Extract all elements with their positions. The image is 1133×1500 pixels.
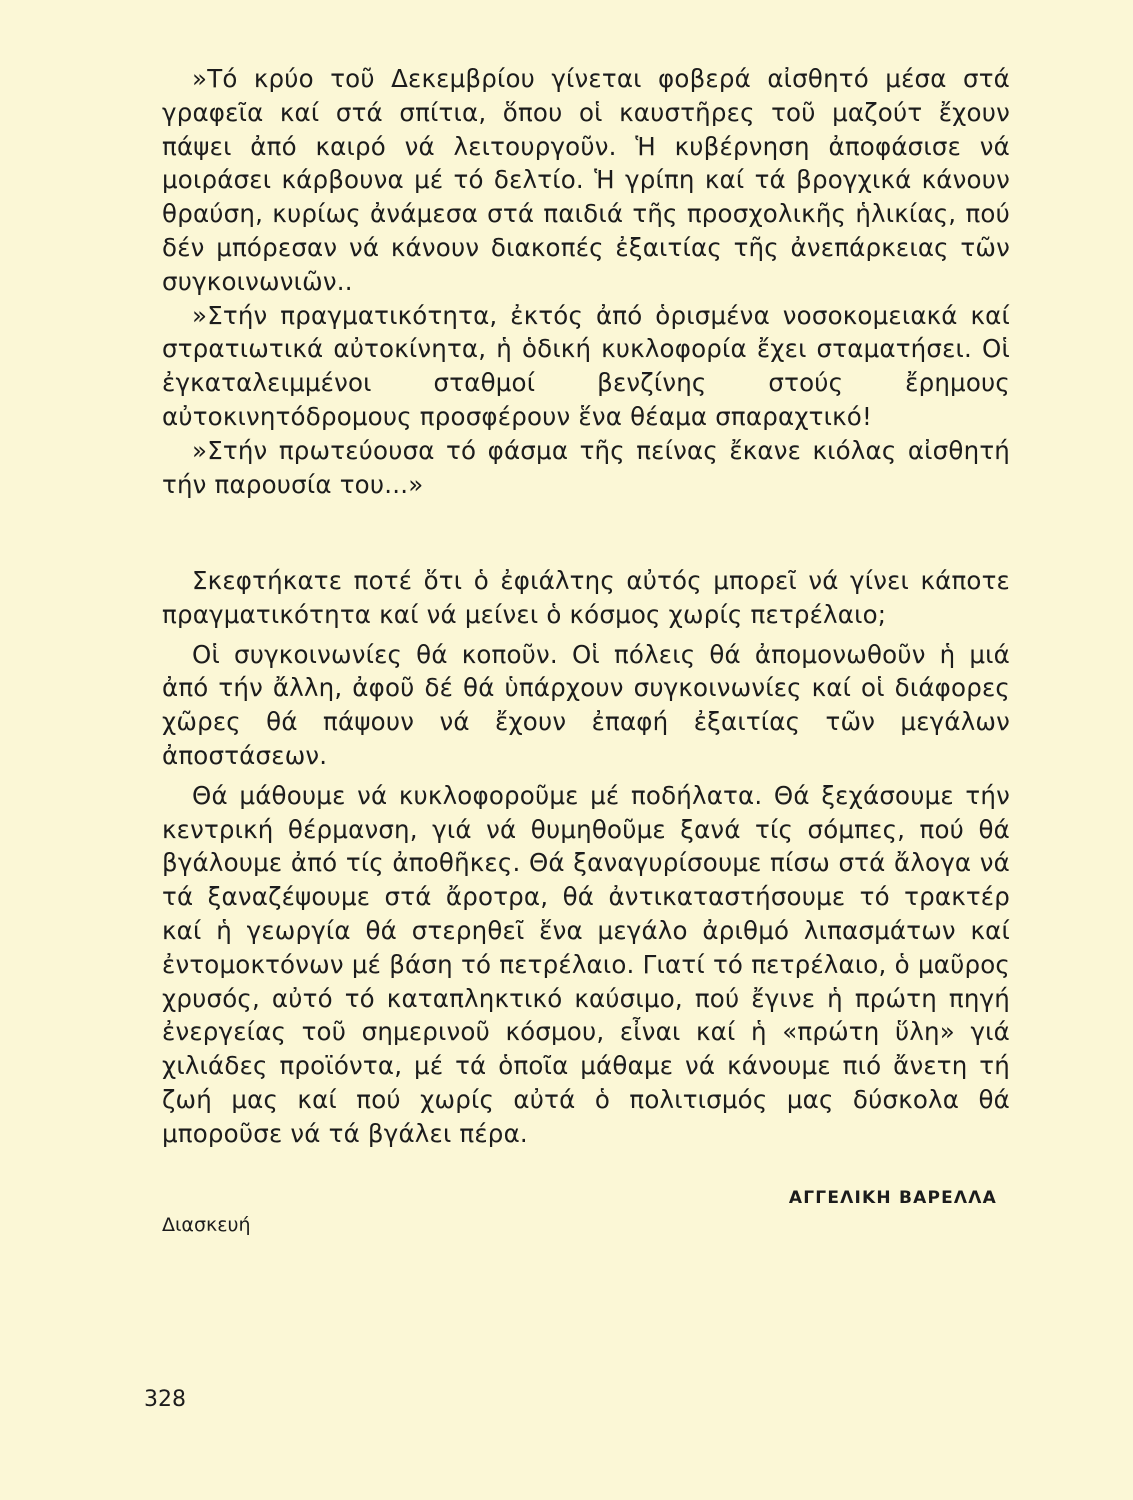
- body-paragraph-1: Σκεφτήκατε ποτέ ὅτι ὁ ἐφιάλτης αὐτός μπορεῖ νά γίνει κάποτε πραγματικότητα καί νά μείνει ὁ κόσμος χωρίς πετρέλαιο;: [162, 566, 1010, 629]
- author-name: ΑΓΓΕΛΙΚΗ ΒΑΡΕΛΛΑ: [788, 1188, 997, 1208]
- body-paragraph-2: Οἱ συγκοινωνίες θά κοποῦν. Οἱ πόλεις θά ἀπομονωθοῦν ἡ μιά ἀπό τήν ἄλλη, ἀφοῦ δέ θά ὑπάρχουν συγκοινωνίες καί οἱ διάφορες χῶρες θά πάψουν νά ἔχουν ἐπαφή ἐξαιτίας τῶν μεγάλων ἀποστάσεων.: [162, 639, 1010, 770]
- quote-paragraph-2: »Στήν πραγματικότητα, ἐκτός ἀπό ὁρισμένα νοσοκομειακά καί στρατιωτικά αὐτοκίνητα, ἡ ὁδική κυκλοφορία ἔχει σταματήσει. Οἱ ἐγκαταλειμμένοι σταθμοί βενζίνης στούς ἔρημους αὐτοκινητόδρομους προσφέρουν ἕνα θέαμα σπαραχτικό!: [162, 300, 1010, 431]
- quoted-passage: [162, 62, 1010, 501]
- quote-paragraph-3: »Στήν πρωτεύουσα τό φάσμα τῆς πείνας ἔκανε κιόλας αἰσθητή τήν παρουσία του...»: [162, 435, 1010, 499]
- body-paragraph-3: Θά μάθουμε νά κυκλοφοροῦμε μέ ποδήλατα. Θά ξεχάσουμε τήν κεντρική θέρμανση, γιά νά θυμηθοῦμε ξανά τίς σόμπες, πού θά βγάλουμε ἀπό τίς ἀποθῆκες. Θά ξαναγυρίσουμε πίσω στά ἄλογα νά τά ξαναζέψουμε στά ἄροτρα, θά ἀντικαταστήσουμε τό τρακτέρ καί ἡ γεωργία θά στερηθεῖ ἕνα μεγάλο ἀριθμό λιπασμάτων καί ἐντομοκτόνων μέ βάση τό πετρέλαιο. Γιατί τό πετρέλαιο, ὁ μαῦρος χρυσός, αὐτό τό καταπληκτικό καύσιμο, πού ἔγινε ἡ πρώτη πηγή ἐνεργείας τοῦ σημερινοῦ κόσμου, εἶναι καί ἡ «πρώτη ὕλη» γιά χιλιάδες προϊόντα, μέ τά ὁποῖα μάθαμε νά κάνουμε πιό ἄνετη τή ζωή μας καί πού χωρίς αὐτά ὁ πολιτισμός μας δύσκολα θά μποροῦσε νά τά βγάλει πέρα.: [162, 780, 1010, 1148]
- quote-paragraph-1: »Τό κρύο τοῦ Δεκεμβρίου γίνεται φοβερά αἰσθητό μέσα στά γραφεῖα καί στά σπίτια, ὅπου οἱ καυστῆρες τοῦ μαζούτ ἔχουν πάψει ἀπό καιρό νά λειτουργοῦν. Ἡ κυβέρνηση ἀποφάσισε νά μοιράσει κάρβουνα μέ τό δελτίο. Ἡ γρίπη καί τά βρογχικά κάνουν θραύση, κυρίως ἀνάμεσα στά παιδιά τῆς προσχολικῆς ἡλικίας, πού δέν μπόρεσαν νά κάνουν διακοπές ἐξαιτίας τῆς ἀνεπάρκειας τῶν συγκοινωνιῶν..: [162, 64, 1010, 296]
- main-text: [162, 564, 1010, 1151]
- adaptation-label: Διασκευή: [162, 1214, 251, 1236]
- page-number: 328: [144, 1387, 186, 1412]
